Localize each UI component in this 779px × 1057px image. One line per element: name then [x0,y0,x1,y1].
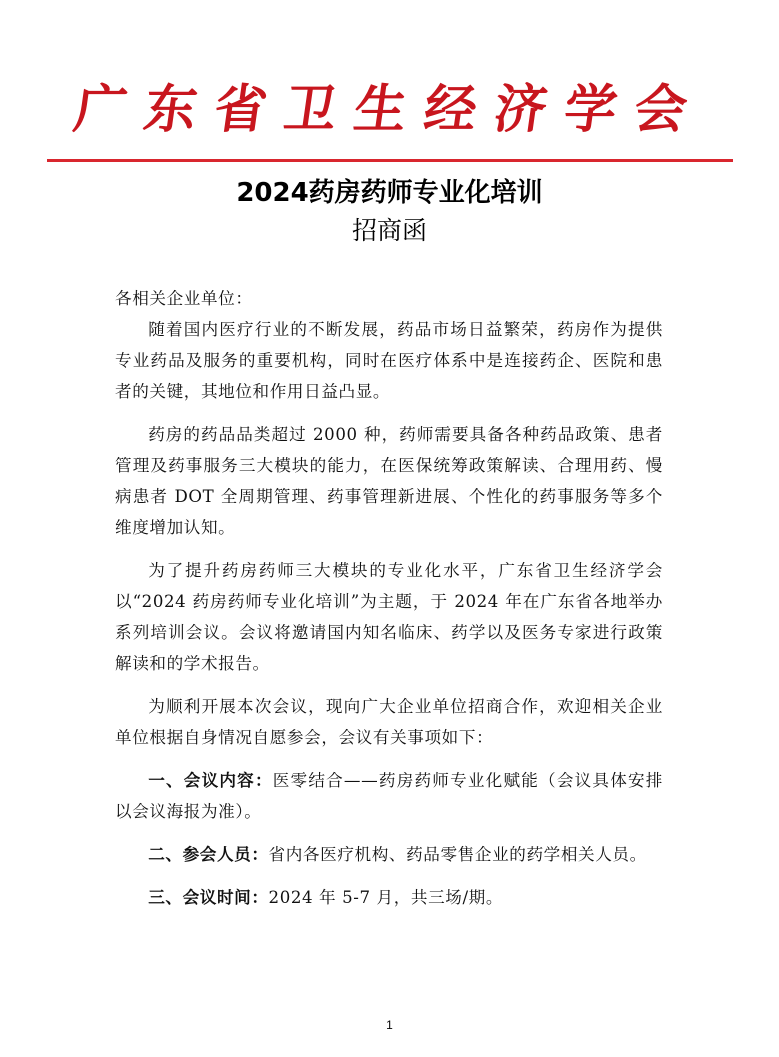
document-body [115,283,663,925]
item-label: 二、参会人员： [148,845,269,864]
item-meeting-time [115,882,663,913]
salutation: 各相关企业单位： [115,289,253,308]
page-number: 1 [386,1018,393,1032]
item-label: 一、会议内容： [148,771,273,790]
paragraph-2: 药房的药品品类超过 2000 种，药师需要具备各种药品政策、患者管理及药事服务三大模块的能力，在医保统筹政策解读、合理用药、慢病患者 DOT 全周期管理、药事管理新进展、个性化的药事服务等多个维度增加认知。 [115,425,663,537]
paragraph-4: 为顺利开展本次会议，现向广大企业单位招商合作，欢迎相关企业单位根据自身情况自愿参会，会议有关事项如下： [115,697,663,747]
letterhead-divider [47,159,733,162]
item-text: 2024 年 5-7 月，共三场/期。 [268,888,504,907]
item-meeting-content [115,765,663,827]
paragraph-3: 为了提升药房药师三大模块的专业化水平，广东省卫生经济学会以“2024 药房药师专业化培训”为主题，于 2024 年在广东省各地举办系列培训会议。会议将邀请国内知名临床、药学以及医务专家进行政策解读和的学术报告。 [115,561,663,673]
item-attendees [115,839,663,870]
item-text: 医零结合——药房药师专业化赋能（会议具体安排以会议海报为准）。 [115,771,664,821]
paragraph-1: 随着国内医疗行业的不断发展，药品市场日益繁荣，药房作为提供专业药品及服务的重要机构，同时在医疗体系中是连接药企、医院和患者的关键，其地位和作用日益凸显。 [115,320,663,401]
item-label: 三、会议时间： [148,888,269,907]
letterhead-org-name: 广东省卫生经济学会 [70,79,709,140]
item-text: 省内各医疗机构、药品零售企业的药学相关人员。 [268,845,647,864]
document-subtitle: 招商函 [351,216,427,245]
document-title: 2024药房药师专业化培训 [236,178,543,208]
